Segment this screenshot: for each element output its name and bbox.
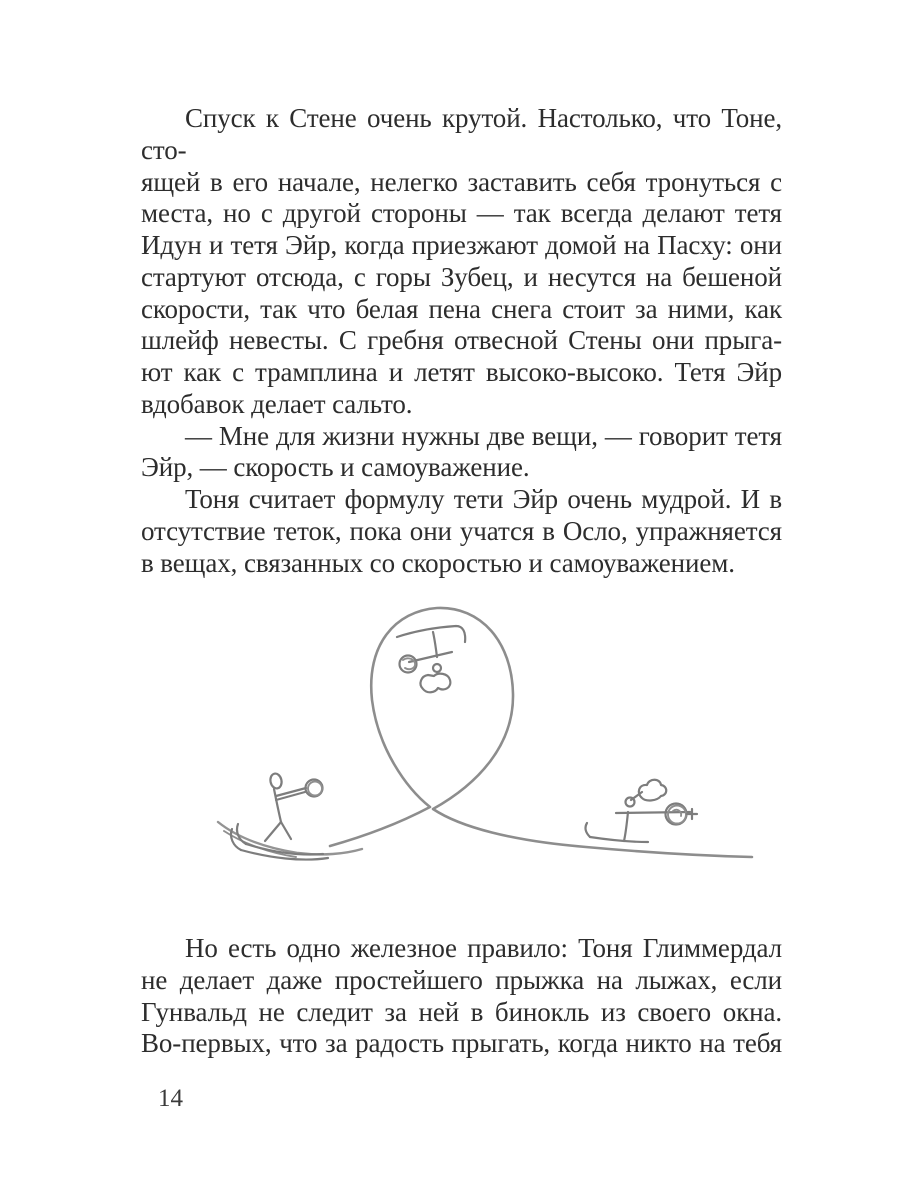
- text-line: Эйр, — скорость и самоуважение.: [141, 452, 530, 483]
- text-line: Гунвальд не следит за ней в бинокль из своего окна.: [141, 996, 782, 1027]
- text-block-bottom: [141, 933, 782, 1060]
- text-line: ют как с трамплина и летят высоко-высоко. Тетя Эйр: [141, 357, 782, 387]
- text-line: Но есть одно железное правило: Тоня Глиммердал: [185, 933, 782, 963]
- skiers-loop-illustration: [190, 585, 770, 885]
- text-line: не делает даже простейшего прыжка на лыжах, если: [141, 964, 782, 995]
- loop-trajectory-line: [330, 608, 752, 857]
- text-line: ящей в его начале, нелегко заставить себя тронуться с: [141, 166, 782, 197]
- left-skier-figure: [231, 773, 328, 860]
- paragraph-1: [141, 103, 782, 421]
- paragraph-4: [141, 933, 782, 1060]
- text-block-top: [141, 103, 782, 579]
- text-line: шлейф невесты. С гребня отвесной Стены они прыга-: [141, 325, 782, 356]
- flipping-skier-figure: [397, 626, 465, 692]
- text-line: отсутствие теток, пока они учатся в Осло, упражняется: [141, 515, 782, 546]
- text-line: места, но с другой стороны — так всегда делают тетя: [141, 198, 782, 229]
- paragraph-3: [141, 484, 782, 579]
- text-line: — Мне для жизни нужны две вещи, — говорит тетя: [185, 420, 782, 451]
- text-line: в вещах, связанных со скоростью и самоуважением.: [141, 547, 735, 578]
- text-line: Во-первых, что за радость прыгать, когда никто на тебя: [141, 1028, 782, 1059]
- paragraph-2: [141, 421, 782, 485]
- page-number: 14: [158, 1085, 183, 1112]
- text-line: вдобавок делает сальто.: [141, 388, 413, 419]
- text-line: Спуск к Стене очень крутой. Настолько, что Тоне, сто-: [141, 103, 782, 165]
- text-line: стартуют отсюда, с горы Зубец, и несутся на бешеной: [141, 261, 782, 292]
- text-line: скорости, так что белая пена снега стоит за ними, как: [141, 293, 782, 324]
- text-line: Идун и тетя Эйр, когда приезжают домой на Пасху: они: [141, 230, 782, 260]
- right-skier-figure: [586, 780, 697, 842]
- text-line: Тоня считает формулу тети Эйр очень мудрой. И в: [185, 484, 782, 514]
